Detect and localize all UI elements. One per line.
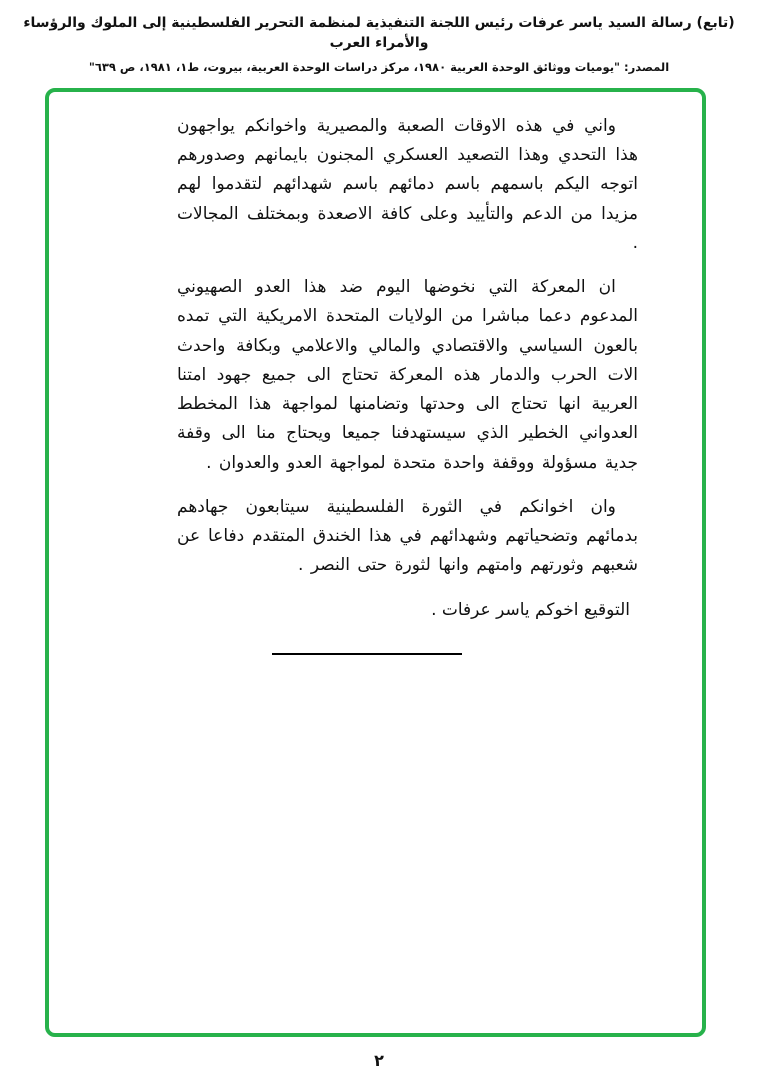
letter-paragraph: وان اخوانكم في الثورة الفلسطينية سيتابعون جهادهم بدمائهم وتضحياتهم وشهدائهم في هذا الخندق المتقدم دفاعا عن شعبهم وثورتهم وامتهم وانها لثورة حتى النصر .	[177, 496, 638, 576]
signature-line: التوقيع اخوكم ياسر عرفات .	[431, 599, 630, 620]
document-title: (تابع) رسالة السيد ياسر عرفات رئيس اللجنة التنفيذية لمنظمة التحرير الفلسطينية إلى الملوك والرؤساء والأمراء العرب	[23, 15, 735, 51]
signature-rule	[272, 653, 462, 655]
page-number: ٢	[374, 1051, 384, 1070]
document-source: المصدر: "يوميات ووثائق الوحدة العربية ١٩٨٠، مركز دراسات الوحدة العربية، بيروت، ط١، ١٩٨١، ص ٦٣٩"	[88, 60, 670, 75]
letter-frame	[45, 88, 706, 1037]
letter-paragraph: ان المعركة التي نخوضها اليوم ضد هذا العدو الصهيوني المدعوم دعما مباشرا من الولايات المتحدة الامريكية التي تمده بالعون السياسي والاقتصادي والمالي والاعلامي وبكافة واحدث الات الحرب والدمار هذه المعركة تحتاج الى جميع جهود امتنا العربية انها تحتاج الى وحدتها وتضامنها لمواجهة هذا المخطط العدواني الخطير الذي سيستهدفنا جميعا ويحتاج منا الى وقفة جدية مسؤولة ووقفة واحدة متحدة لمواجهة العدو والعدوان .	[177, 277, 638, 473]
document-header	[8, 14, 750, 75]
letter-body	[177, 112, 638, 655]
letter-paragraph: واني في هذه الاوقات الصعبة والمصيرية واخوانكم يواجهون هذا التحدي وهذا التصعيد العسكري المجنون بايمانهم وصدورهم اتوجه اليكم باسمهم باسم دمائهم باسم شهدائهم لتقدموا لهم مزيدا من الدعم والتأييد وعلى كافة الاصعدة وبمختلف المجالات .	[177, 116, 638, 253]
